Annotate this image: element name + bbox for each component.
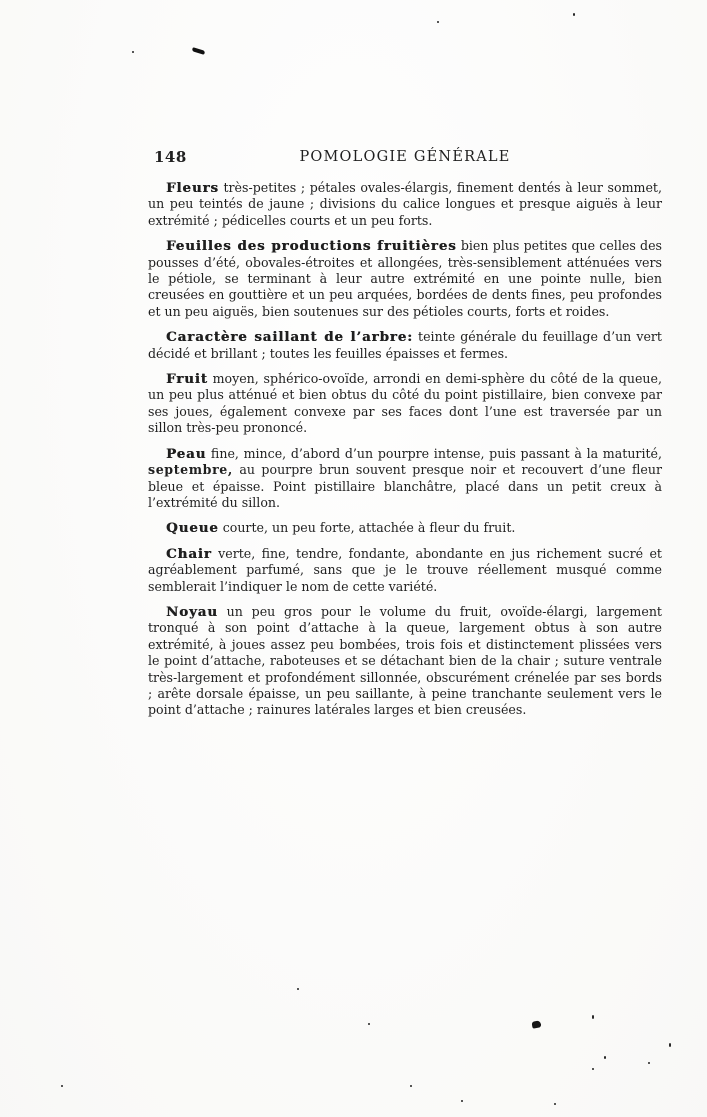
paragraph-body: teinte générale du feuillage d’un vert décidé et brillant ; toutes les feuilles épaisses et fermes.: [148, 329, 662, 361]
lead-word-fruit: Fruit: [166, 371, 208, 388]
paragraph-feuilles: [148, 238, 662, 320]
lead-word-feuilles: Feuilles des productions fruitières: [166, 238, 457, 255]
lead-word-caractere: Caractère saillant de l’arbre:: [166, 329, 413, 346]
paragraph-body: très-petites ; pétales ovales-élargis, finement dentés à leur sommet, un peu teintés de jaune ; divisions du calice longues et presque aiguës à leur extrémité ; pédicelles courts et un peu forts.: [148, 180, 662, 228]
paragraph-queue: [148, 520, 662, 536]
paragraph-body: verte, fine, tendre, fondante, abondante en jus richement sucré et agréablement parfumé, sans que je le trouve réellement musqué comme semblerait l’indiquer le nom de cette variété.: [148, 545, 662, 594]
paragraph-peau: [148, 446, 662, 512]
paragraph-caractere: [148, 329, 662, 362]
ink-speck: [669, 1043, 671, 1047]
paragraph-body: bien plus petites que celles des pousses d’été, obovales-étroites et allongées, très-sensiblement atténuées vers le pétiole, se terminant à leur autre extrémité en une pointe nulle, bien creusées en gouttière et un peu arquées, bordées de dents fines, peu profondes et un peu aiguës, bien soutenues sur des pétioles courts, forts et roides.: [148, 238, 662, 319]
paragraph-chair: [148, 546, 662, 595]
scan-artifact-squiggle: [192, 47, 206, 55]
scan-artifact-blob: [531, 1020, 541, 1028]
paragraph-noyau: [148, 604, 662, 719]
paragraph-body: fine, mince, d’abord d’un pourpre intense, puis passant à la maturité,: [206, 445, 662, 461]
ink-speck: [61, 1085, 63, 1087]
ink-speck: [437, 21, 439, 23]
ink-speck: [592, 1015, 594, 1019]
lead-word-peau: Peau: [166, 445, 207, 462]
emphasized-month: septembre,: [148, 462, 233, 478]
ink-speck: [410, 1085, 412, 1087]
paragraph-body: au pourpre brun souvent presque noir et recouvert d’une fleur bleue et épaisse. Point pistillaire blanchâtre, placé dans un petit creux à l’extrémité du sillon.: [148, 462, 662, 510]
text-column: [148, 148, 662, 728]
paragraph-body: moyen, sphérico-ovoïde, arrondi en demi-sphère du côté de la queue, un peu plus atténué et bien obtus du côté du point pistillaire, bien convexe par ses joues, également convexe par ses faces dont l’une est traversée par un sillon très-peu prononcé.: [148, 371, 662, 436]
lead-word-queue: Queue: [166, 520, 219, 537]
ink-speck: [573, 13, 575, 16]
ink-speck: [554, 1103, 556, 1105]
ink-speck: [368, 1023, 370, 1025]
page-number: 148: [154, 148, 187, 166]
paragraph-fleurs: [148, 180, 662, 229]
ink-speck: [461, 1100, 463, 1102]
ink-speck: [648, 1062, 650, 1064]
lead-word-fleurs: Fleurs: [166, 180, 219, 196]
lead-word-noyau: Noyau: [166, 603, 218, 620]
ink-speck: [604, 1056, 606, 1059]
lead-word-chair: Chair: [166, 545, 212, 562]
ink-speck: [592, 1068, 594, 1070]
ink-speck: [132, 51, 134, 53]
running-header: [148, 148, 662, 170]
book-title-running-head: POMOLOGIE GÉNÉRALE: [299, 149, 511, 165]
paragraph-body: un peu gros pour le volume du fruit, ovoïde-élargi, largement tronqué à son point d’attache à la queue, largement obtus à son autre extrémité, à joues assez peu bombées, trois fois et distinctement plissées vers le point d’attache, raboteuses et se détachant bien de la chair ; suture ventrale très-largement et profondément sillonnée, obscurément crénelée par ses bords ; arête dorsale épaisse, un peu saillante, à peine tranchante seulement vers le point d’attache ; rainures latérales larges et bien creusées.: [148, 603, 662, 718]
ink-speck: [297, 988, 299, 990]
paragraph-fruit: [148, 371, 662, 437]
paragraph-body: courte, un peu forte, attachée à fleur du fruit.: [218, 520, 516, 536]
